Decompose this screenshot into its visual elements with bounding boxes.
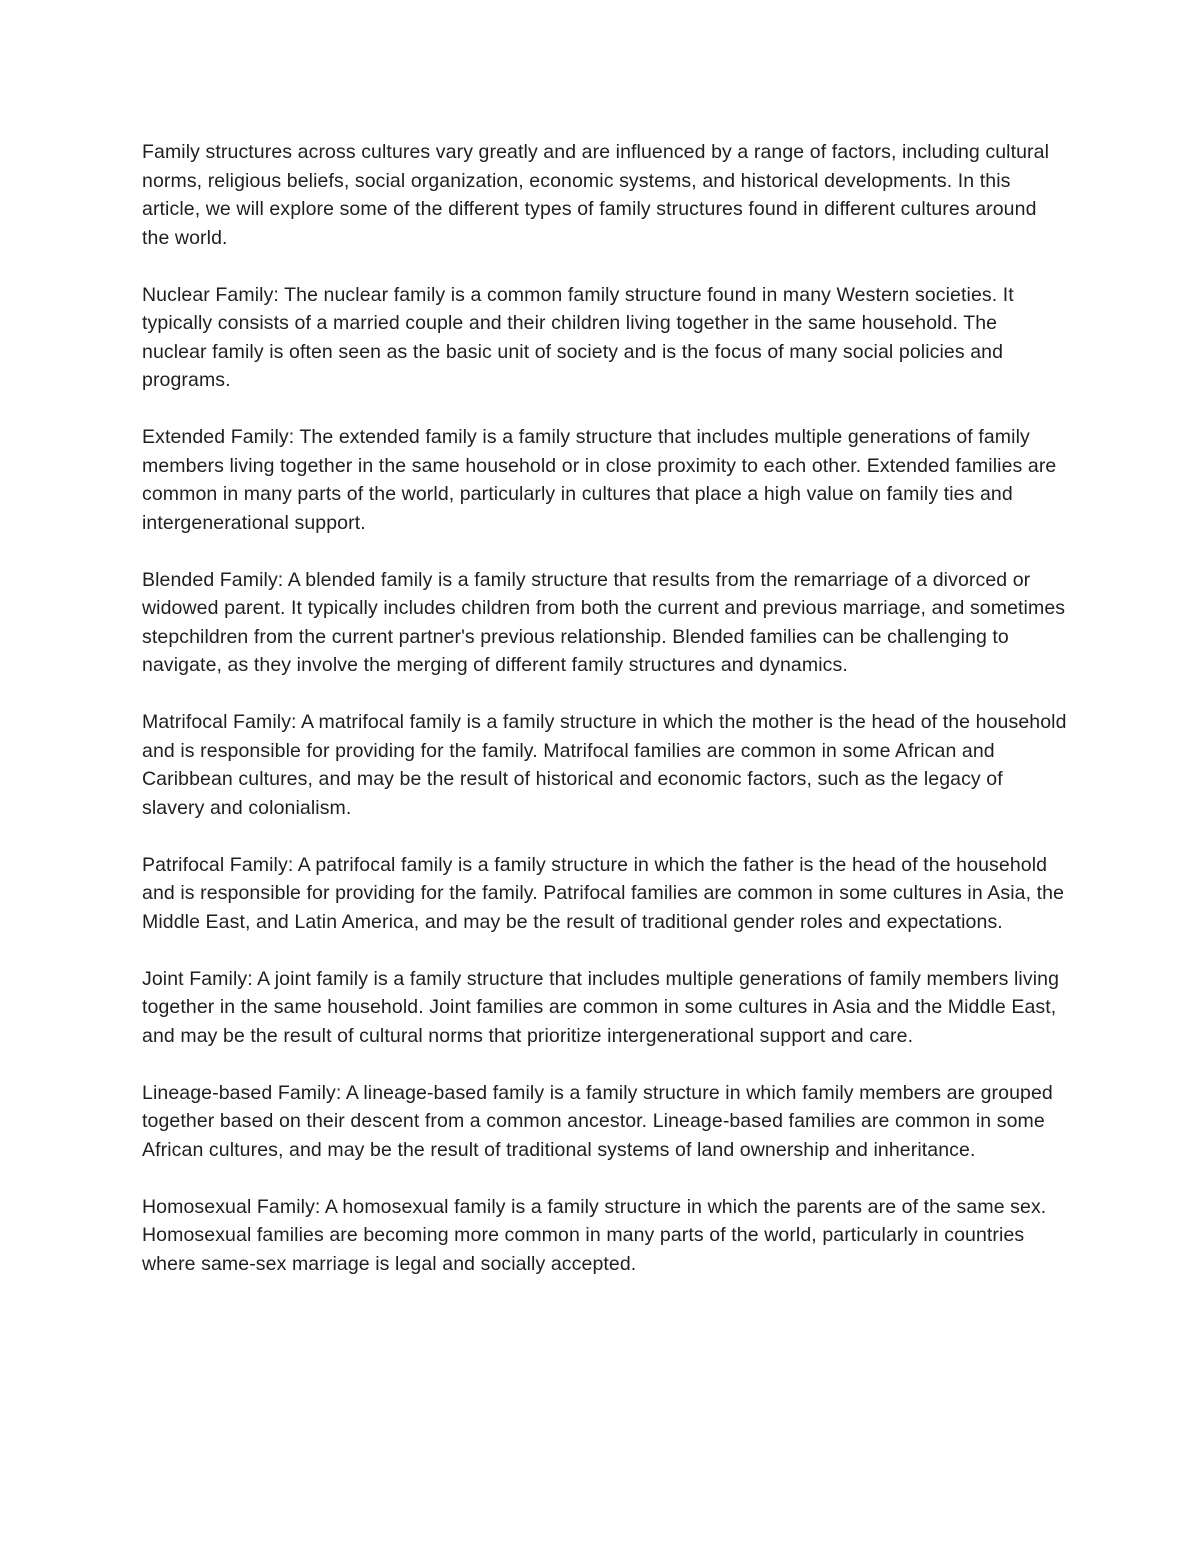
paragraph-blended-family: Blended Family: A blended family is a family structure that results from the remarriage of a divorced or widowed parent. It typically includes children from both the current and previous marriage, and sometimes stepchildren from the current partner's previous relationship. Blended families can be challenging to navigate, as they involve the merging of different family structures and dynamics.: [142, 568, 1066, 676]
paragraph-matrifocal-family: Matrifocal Family: A matrifocal family is a family structure in which the mother is the head of the household and is responsible for providing for the family. Matrifocal families are common in some African and Caribbean cultures, and may be the result of historical and economic factors, such as the legacy of slavery and colonialism.: [142, 711, 1067, 819]
paragraph-intro: Family structures across cultures vary greatly and are influenced by a range of factors, including cultural norms, religious beliefs, social organization, economic systems, and historical developments. In this article, we will explore some of the different types of family structures found in different cultures around the world.: [142, 141, 1050, 249]
paragraph-lineage-based-family: Lineage-based Family: A lineage-based family is a family structure in which family members are grouped together based on their descent from a common ancestor. Lineage-based families are common in some African cultures, and may be the result of traditional systems of land ownership and inheritance.: [142, 1081, 1053, 1161]
paragraph-patrifocal-family: Patrifocal Family: A patrifocal family is a family structure in which the father is the head of the household and is responsible for providing for the family. Patrifocal families are common in some cultures in Asia, the Middle East, and Latin America, and may be the result of traditional gender roles and expectations.: [142, 853, 1065, 933]
paragraph-homosexual-family: Homosexual Family: A homosexual family is a family structure in which the parents are of the same sex. Homosexual families are becoming more common in many parts of the world, particularly in countries where same-sex marriage is legal and socially accepted.: [142, 1195, 1047, 1275]
paragraph-extended-family: Extended Family: The extended family is a family structure that includes multiple generations of family members living together in the same household or in close proximity to each other. Extended families are common in many parts of the world, particularly in cultures that place a high value on family ties and intergenerational support.: [142, 426, 1057, 534]
paragraph-nuclear-family: Nuclear Family: The nuclear family is a common family structure found in many Western societies. It typically consists of a married couple and their children living together in the same household. The nuclear family is often seen as the basic unit of society and is the focus of many social policies and programs.: [142, 283, 1014, 391]
document-body: [142, 138, 1067, 1307]
paragraph-joint-family: Joint Family: A joint family is a family structure that includes multiple generations of family members living together in the same household. Joint families are common in some cultures in Asia and the Middle East, and may be the result of cultural norms that prioritize intergenerational support and care.: [142, 967, 1060, 1047]
